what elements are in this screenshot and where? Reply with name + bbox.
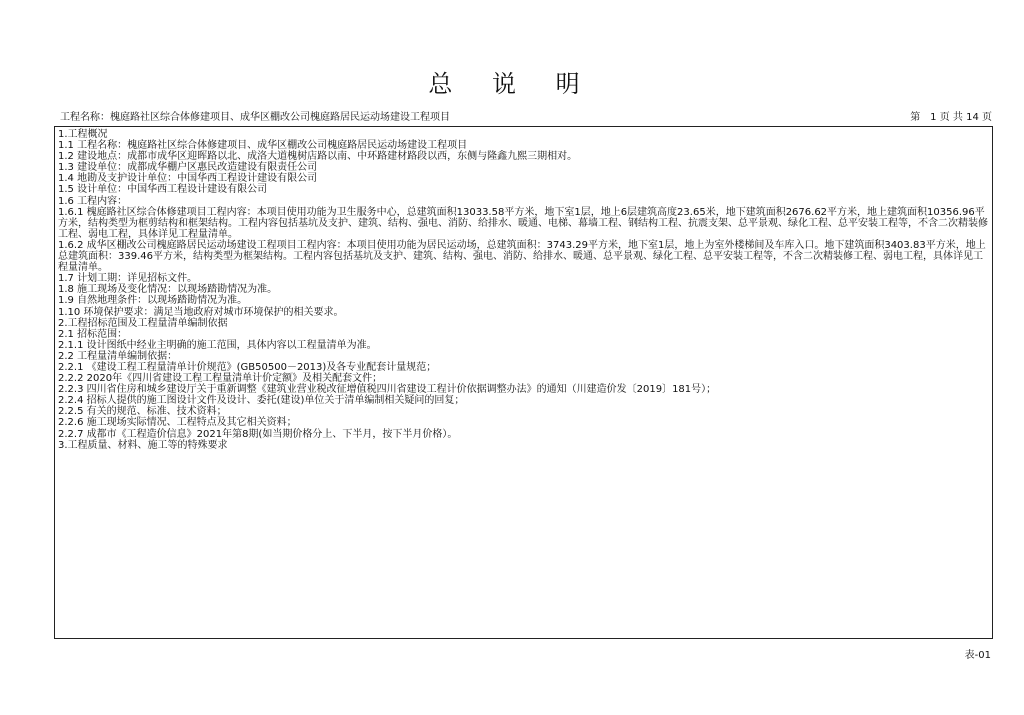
text-line: 1.9 自然地理条件：以现场踏勘情况为准。: [58, 295, 248, 307]
text-line: 1.8 施工现场及变化情况：以现场踏勘情况为准。: [58, 284, 278, 296]
text-line: 2.2 工程量清单编制依据：: [58, 350, 178, 362]
text-line: 2.1 招标范围：: [58, 328, 128, 340]
text-line: 1.3 建设单位：成都成华棚户区惠民改造建设有限责任公司: [58, 162, 318, 174]
text-line: 1.7 计划工期：详见招标文件。: [58, 273, 198, 285]
document-header: [60, 111, 992, 125]
text-line: 2.2.1 《建设工程工程量清单计价规范》(GB50500－2013)及各专业配套计量规范；: [58, 361, 437, 373]
text-line: 2.2.6 施工现场实际情况、工程特点及其它相关资料；: [58, 417, 297, 429]
text-line: 1.10 环境保护要求：满足当地政府对城市环境保护的相关要求。: [58, 306, 344, 318]
text-line: 1.5 设计单位：中国华西工程设计建设有限公司: [58, 184, 268, 196]
text-line: 2.2.3 四川省住房和城乡建设厅关于重新调整《建筑业营业税改征增值税四川省建设工程计价依据调整办法》的通知（川建造价发〔2019〕181号）；: [58, 384, 717, 396]
text-line: 1.6 工程内容：: [58, 195, 128, 207]
form-number: 表-01: [964, 650, 991, 661]
text-line: 2.2.7 成都市《工程造价信息》2021年第8期(如当期价格分上、下半月，按下半月价格）。: [58, 428, 458, 440]
text-line: 1.1 工程名称：槐庭路社区综合体修建项目、成华区棚改公司槐庭路居民运动场建设工程项目: [58, 140, 468, 152]
text-line: 2.2.4 招标人提供的施工图设计文件及设计、委托(建设)单位关于清单编制相关疑问的回复；: [58, 395, 465, 407]
text-line: 1.6.1 槐庭路社区综合体修建项目工程内容：本项目使用功能为卫生服务中心，总建筑面积13033.58平方米，地下室1层，地上6层建筑高度23.65米，地下建筑面积2676.62平方米，地上建筑面积10356.96平方米，结构类型为框剪结构和框架结构。工程内容包括基坑及支护、建筑、结构、强电、消防、给排水、暖通、电梯、幕墙工程、钢结构工程、抗震支架、总平景观、绿化工程、总平安装工程等，不含二次精装修工程、弱电工程，具体详见工程量清单。: [58, 206, 988, 240]
text-line: 2.2.2 2020年《四川省建设工程工程量清单计价定额》及相关配套文件；: [58, 373, 383, 385]
description-box: [54, 126, 993, 639]
text-line: 1.4 地勘及支护设计单位：中国华西工程设计建设有限公司: [58, 173, 318, 185]
text-line: 1.2 建设地点：成都市成华区迎晖路以北、成洛大道槐树店路以南、中环路建材路段以西，东侧与隆鑫九熙三期相对。: [58, 151, 578, 163]
project-name: 工程名称：槐庭路社区综合体修建项目、成华区棚改公司槐庭路居民运动场建设工程项目: [60, 112, 450, 123]
description-content: [58, 129, 989, 636]
text-line: 1.6.2 成华区棚改公司槐庭路居民运动场建设工程项目工程内容：本项目使用功能为居民运动场，总建筑面积：3743.29平方米，地下室1层，地上为室外楼梯间及车库入口。地下建筑面积3403.83平方米，地上总建筑面积：339.46平方米，结构类型为框架结构。工程内容包括基坑及支护、建筑、结构、强电、消防、给排水、暖通、总平景观、绿化工程、总平安装工程等，不含二次精装修工程、弱电工程，具体详见工程量清单。: [58, 239, 986, 274]
text-line: 1.工程概况: [58, 129, 108, 140]
text-line: 2.工程招标范围及工程量清单编制依据: [58, 317, 228, 329]
text-line: 3.工程质量、材料、施工等的特殊要求: [58, 439, 228, 451]
text-line: 2.1.1 设计图纸中经业主明确的施工范围，具体内容以工程量清单为准。: [58, 339, 377, 351]
text-line: 2.2.5 有关的规范、标准、技术资料；: [58, 406, 227, 418]
page-title: 总 说 明: [428, 70, 596, 98]
page-number: 第 1 页 共 14 页: [910, 112, 992, 123]
